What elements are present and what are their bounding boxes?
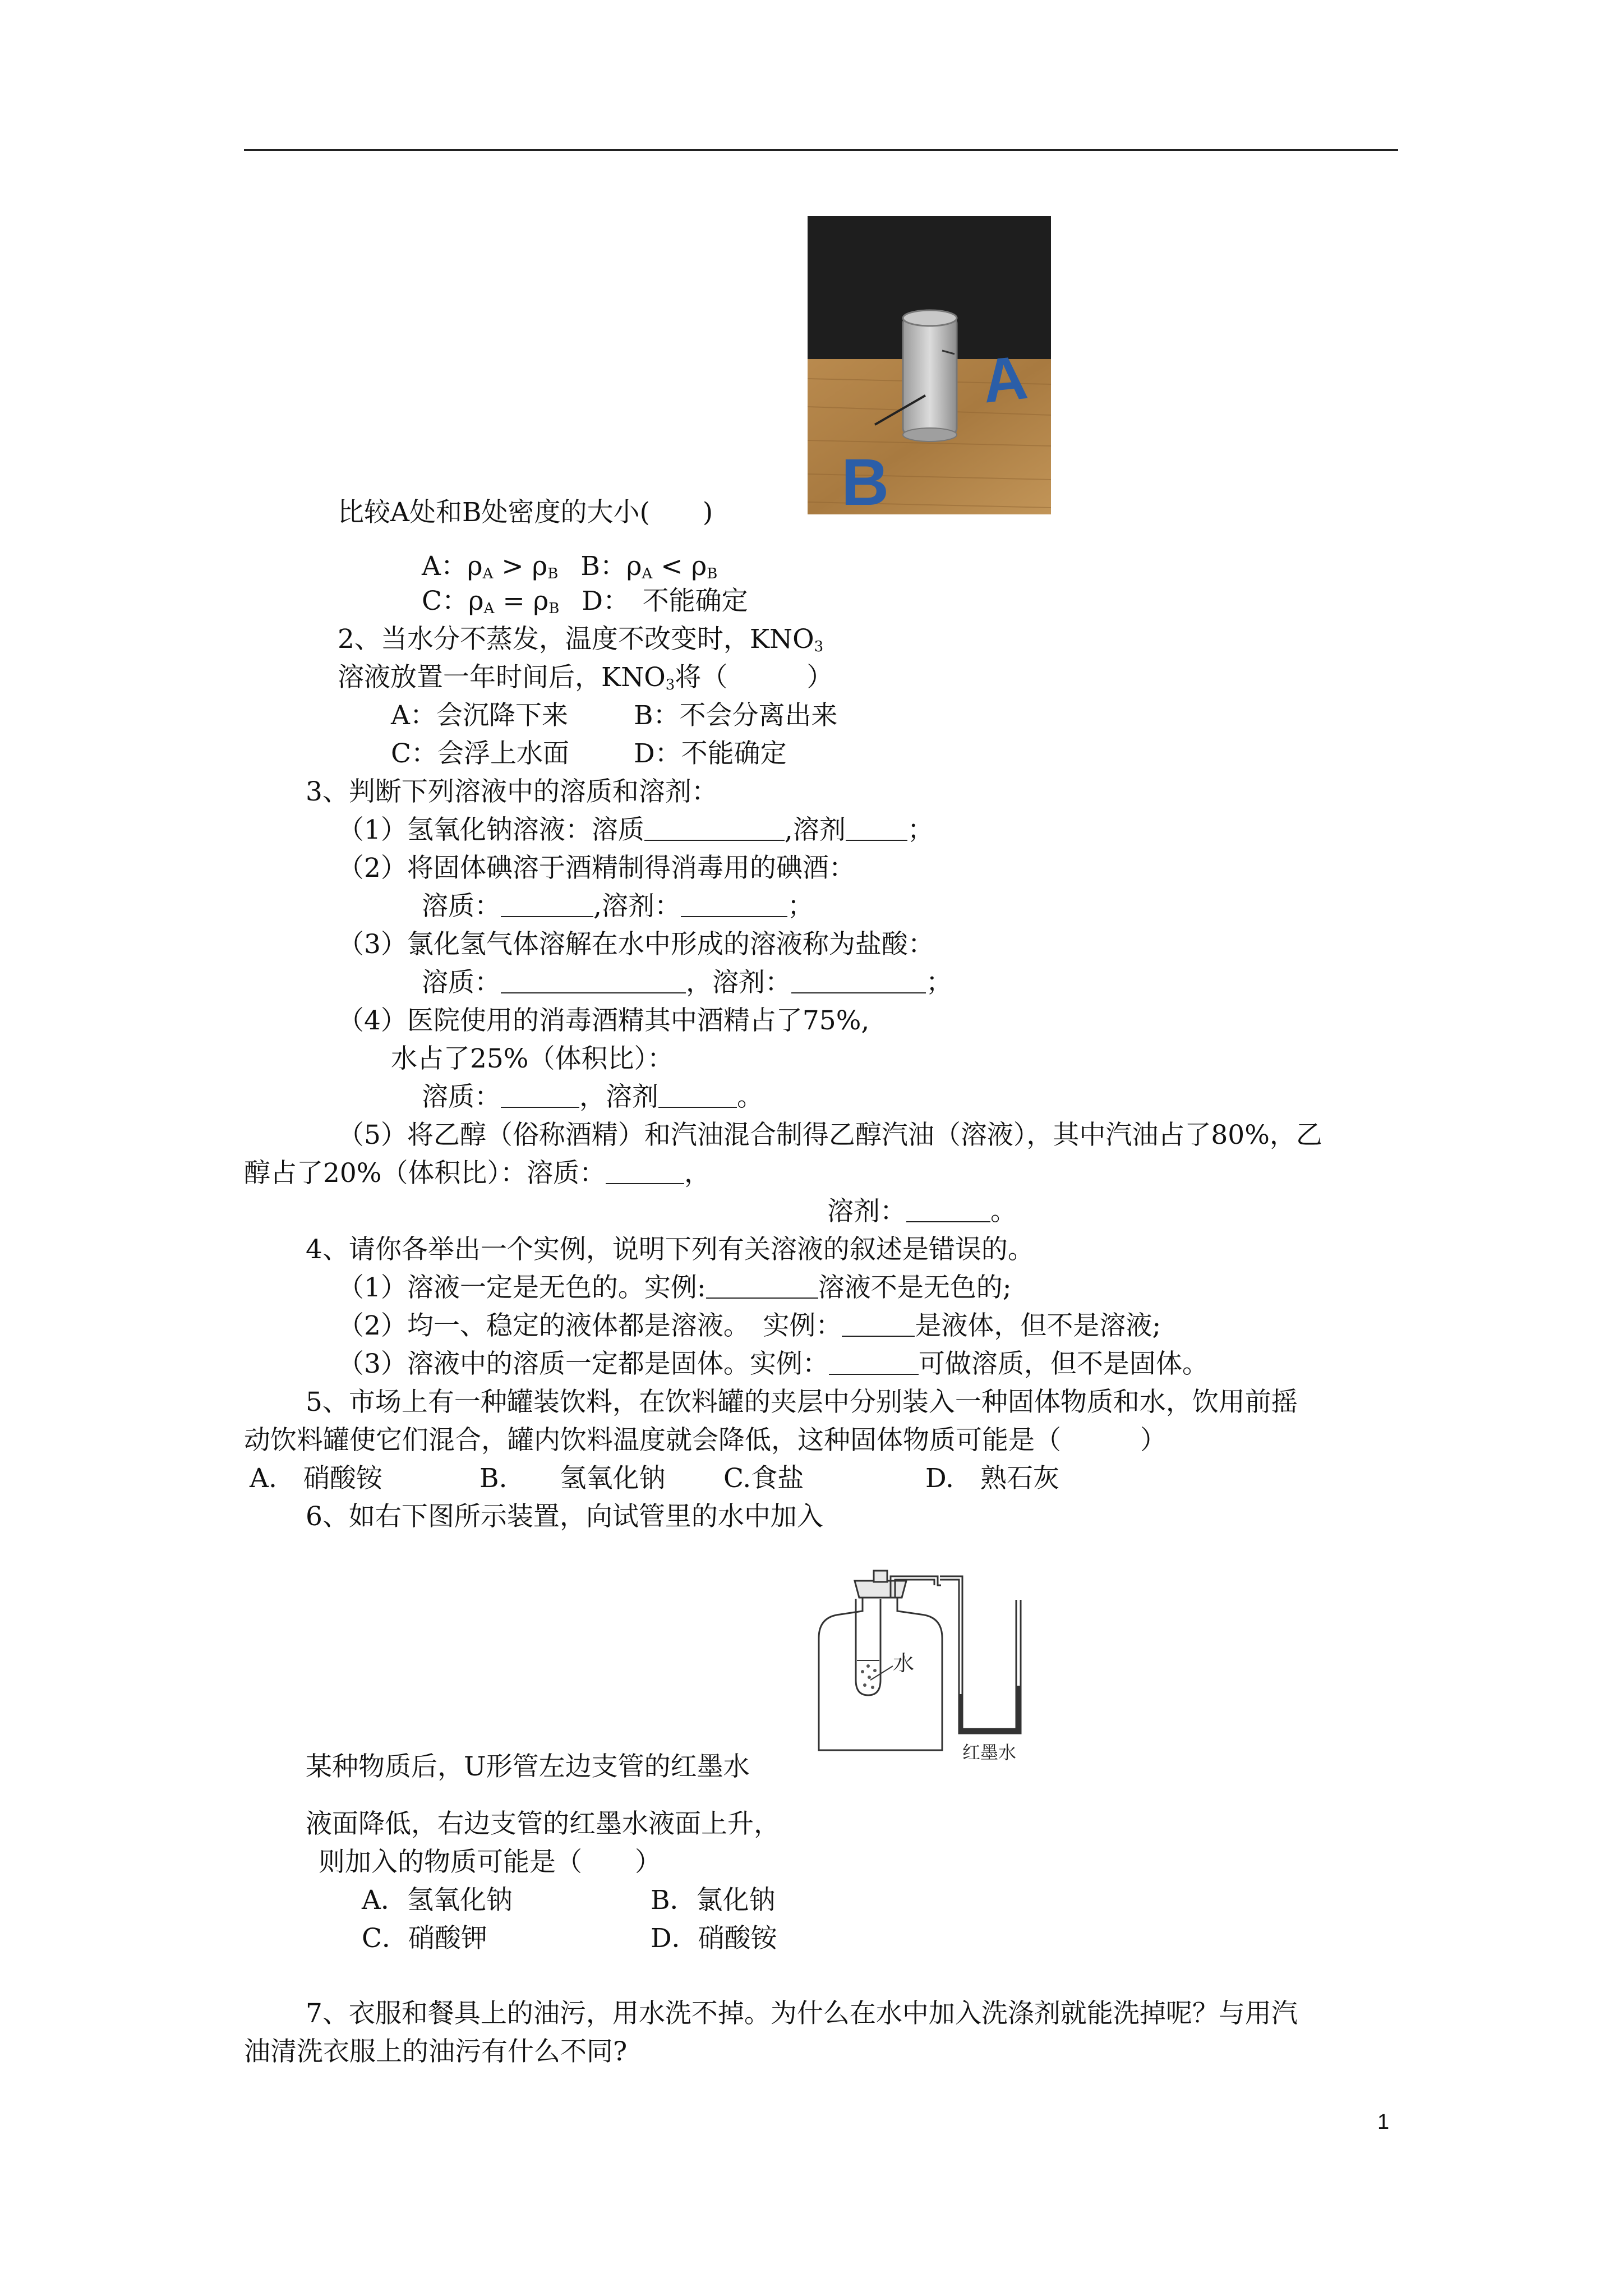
q3-p2: （2）将固体碘溶于酒精制得消毒用的碘酒： bbox=[338, 853, 855, 884]
q2-opt-a: A：会沉降下来 bbox=[391, 700, 568, 731]
header-rule bbox=[244, 149, 1398, 151]
q6-opt-d: D．硝酸铵 bbox=[651, 1923, 777, 1954]
q6-line3: 液面降低，右边支管的红墨水液面上升， bbox=[306, 1809, 780, 1839]
q6-opt-c: C．硝酸钾 bbox=[362, 1923, 487, 1954]
q3-p5-line3: 溶剂： 。 bbox=[827, 1196, 1017, 1227]
q3-p4-line2: 水占了25%（体积比）： bbox=[391, 1043, 674, 1074]
q5-line2: 动饮料罐使它们混合，罐内饮料温度就会降低，这种固体物质可能是（ ） bbox=[244, 1425, 1166, 1456]
q7-line2: 油清洗衣服上的油污有什么不同? bbox=[244, 2036, 628, 2067]
q3-p2-blanks: 溶质： ,溶剂： ； bbox=[422, 891, 814, 922]
apparatus-diagram bbox=[796, 1565, 1054, 1761]
q6-opt-a: A．氢氧化钠 bbox=[362, 1885, 513, 1916]
page-number: 1 bbox=[1377, 2110, 1390, 2134]
q4-title: 4、请你各举出一个实例，说明下列有关溶液的叙述是错误的。 bbox=[306, 1234, 1034, 1265]
q2-opt-b: B：不会分离出来 bbox=[634, 700, 838, 731]
test-tube bbox=[856, 1599, 880, 1695]
q3-p1: （1）氢氧化钠溶液：溶质 ,溶剂 ； bbox=[338, 815, 934, 845]
q3-p3: （3）氯化氢气体溶解在水中形成的溶液称为盐酸： bbox=[338, 929, 934, 960]
q6-opt-b: B．氯化钠 bbox=[651, 1885, 776, 1916]
q2-opt-c: C：会浮上水面 bbox=[391, 738, 569, 769]
q2-line2: 溶液放置一年时间后，$KNO_3$将（ ） bbox=[338, 662, 833, 693]
q3-p3-blanks: 溶质： ，溶剂： ； bbox=[422, 967, 952, 998]
stopper bbox=[855, 1581, 906, 1598]
q4-l2: （2）均一、稳定的液体都是溶液。 实例： 是液体，但不是溶液; bbox=[338, 1310, 1161, 1341]
q3-p5: （5）将乙醇（俗称酒精）和汽油混合制得乙醇汽油（溶液），其中汽油占了80%，乙 bbox=[338, 1120, 1322, 1151]
cylinder-photo bbox=[808, 216, 1051, 514]
q1-options-cd: C：$\rho_A = \rho_B$ D： 不能确定 bbox=[422, 586, 748, 617]
q5-opt-b: B. 氢氧化钠 bbox=[479, 1463, 666, 1494]
q6-line2: 某种物质后，U形管左边支管的红墨水 bbox=[306, 1751, 750, 1782]
q4-l3: （3）溶液中的溶质一定都是固体。实例： 可做溶质，但不是固体。 bbox=[338, 1349, 1209, 1379]
label-red-ink: 红墨水 bbox=[962, 1742, 1017, 1761]
q4-l1: （1）溶液一定是无色的。实例: 溶液不是无色的; bbox=[338, 1272, 1012, 1303]
q1-stem: 比较A处和B处密度的大小( ) bbox=[338, 497, 713, 528]
q3-p5-line2: 醇占了20%（体积比）：溶质： ， bbox=[244, 1158, 711, 1189]
q5-opt-d: D. 熟石灰 bbox=[925, 1463, 1059, 1494]
q5-opt-c: C.食盐 bbox=[723, 1463, 804, 1494]
q6-line4: 则加入的物质可能是（ ） bbox=[319, 1847, 661, 1878]
label-b: B bbox=[841, 445, 889, 514]
q6-line1: 6、如右下图所示装置，向试管里的水中加入 bbox=[306, 1501, 823, 1532]
u-tube bbox=[940, 1576, 1016, 1729]
q3-p4: （4）医院使用的消毒酒精其中酒精占了75%, bbox=[338, 1005, 870, 1036]
q7-line1: 7、衣服和餐具上的油污，用水洗不掉。为什么在水中加入洗涤剂就能洗掉呢？与用汽 bbox=[306, 1998, 1298, 2029]
label-a: A bbox=[979, 342, 1031, 416]
q2-line1: 2、当水分不蒸发，温度不改变时，$KNO_3$ bbox=[338, 624, 824, 655]
label-water: 水 bbox=[893, 1651, 915, 1676]
q2-opt-d: D：不能确定 bbox=[634, 738, 787, 769]
q5-line1: 5、市场上有一种罐装饮料，在饮料罐的夹层中分别装入一种固体物质和水，饮用前摇 bbox=[306, 1387, 1298, 1418]
q3-title: 3、判断下列溶液中的溶质和溶剂： bbox=[306, 776, 718, 807]
q1-options-ab: A：$\rho_A > \rho_B$ B：$\rho_A < \rho_B$ bbox=[422, 551, 718, 582]
q5-opt-a: A. 硝酸铵 bbox=[250, 1463, 382, 1494]
cylinder-body bbox=[903, 317, 957, 435]
q3-p4-blanks: 溶质： ，溶剂 。 bbox=[422, 1082, 763, 1112]
